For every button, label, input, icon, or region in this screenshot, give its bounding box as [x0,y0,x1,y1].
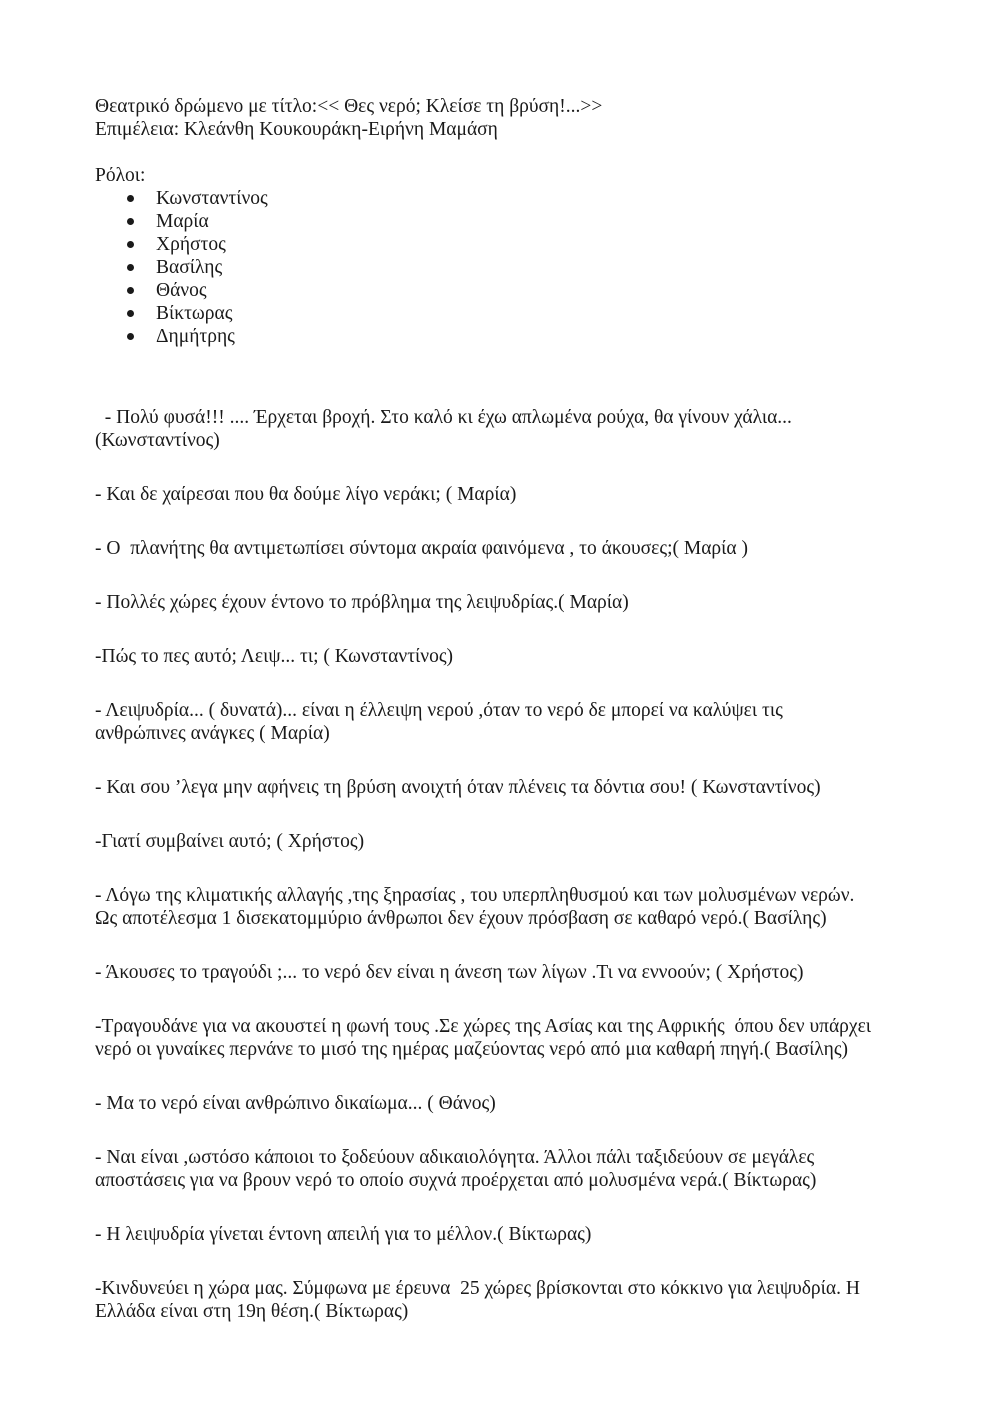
role-item [95,256,915,279]
bullet-icon [127,333,134,340]
bullet-icon [127,310,134,317]
bullet-icon [127,218,134,225]
dialogue-line: - Πολλές χώρες έχουν έντονο το πρόβλημα της λειψυδρίας.( Μαρία) [95,592,629,613]
editors-line: Επιμέλεια: Κλεάνθη Κουκουράκη-Ειρήνη Μαμάση [95,119,498,140]
dialogue-line: - Μα το νερό είναι ανθρώπινο δικαίωμα... ( Θάνος) [95,1093,496,1114]
dialogue-line: -Τραγουδάνε για να ακουστεί η φωνή τους .Σε χώρες της Ασίας και της Αφρικής όπου δεν υπάρχει νερό οι γυναίκες περνάνε το μισό της ημέρας μαζεύοντας νερό από μια καθαρή πηγή.( Βασίλης) [95,1016,872,1060]
dialogue-line: - Λόγω της κλιματικής αλλαγής ,της ξηρασίας , του υπερπληθυσμού και των μολυσμένων νερών. Ως αποτέλεσμα 1 δισεκατομμύριο άνθρωποι δεν έχουν πρόσβαση σε καθαρό νερό.( Βασίλης) [95,885,855,929]
dialogue-line: - Και σου ’λεγα μην αφήνεις τη βρύση ανοιχτή όταν πλένεις τα δόντια σου! ( Κωνσταντίνος) [95,777,821,798]
role-name: Βασίλης [156,257,223,278]
role-item [95,325,915,348]
dialogue-line: - Πολύ φυσά!!! .... Έρχεται βροχή. Στο καλό κι έχω απλωμένα ρούχα, θα γίνουν χάλια... (Κωνσταντίνος) [95,407,792,451]
dialogue-line: - Η λειψυδρία γίνεται έντονη απειλή για το μέλλον.( Βίκτωρας) [95,1224,592,1245]
dialogue-line: -Γιατί συμβαίνει αυτό; ( Χρήστος) [95,831,365,852]
role-name: Μαρία [156,211,209,232]
bullet-icon [127,195,134,202]
dialogue-line: -Κινδυνεύει η χώρα μας. Σύμφωνα με έρευνα 25 χώρες βρίσκονται στο κόκκινο για λειψυδρία. Η Ελλάδα είναι στη 19η θέση.( Βίκτωρας) [95,1278,860,1322]
dialogue-line: - Άκουσες το τραγούδι ;... το νερό δεν είναι η άνεση των λίγων .Τι να εννοούν; ( Χρήστος) [95,962,804,983]
dialogue-line: - Ο πλανήτης θα αντιμετωπίσει σύντομα ακραία φαινόμενα , το άκουσες;( Μαρία ) [95,538,748,559]
dialogue-line: - Λειψυδρία... ( δυνατά)... είναι η έλλειψη νερού ,όταν το νερό δε μπορεί να καλύψει τις ανθρώπινες ανάγκες ( Μαρία) [95,700,783,744]
bullet-icon [127,264,134,271]
dialogue-line: -Πώς το πες αυτό; Λειψ... τι; ( Κωνσταντίνος) [95,646,454,667]
dialogue-section [95,406,915,1323]
bullet-icon [127,287,134,294]
roles-heading: Ρόλοι: [95,165,146,186]
role-item [95,233,915,256]
roles-list [95,187,915,348]
role-name: Χρήστος [156,234,226,255]
document-page [95,95,915,1354]
bullet-icon [127,241,134,248]
dialogue-line: - Και δε χαίρεσαι που θα δούμε λίγο νεράκι; ( Μαρία) [95,484,517,505]
dialogue-line: - Ναι είναι ,ωστόσο κάποιοι το ξοδεύουν αδικαιολόγητα. Άλλοι πάλι ταξιδεύουν σε μεγάλες αποστάσεις για να βρουν νερό το οποίο συχνά προέρχεται από μολυσμένα νερά.( Βίκτωρας) [95,1147,817,1191]
role-name: Βίκτωρας [156,303,233,324]
role-name: Δημήτρης [156,326,235,347]
role-name: Κωνσταντίνος [156,188,268,209]
role-item [95,302,915,325]
role-name: Θάνος [156,280,207,301]
role-item [95,210,915,233]
role-item [95,187,915,210]
role-item [95,279,915,302]
document-title: Θεατρικό δρώμενο με τίτλο:<< Θες νερό; Κλείσε τη βρύση!...>> [95,96,603,117]
